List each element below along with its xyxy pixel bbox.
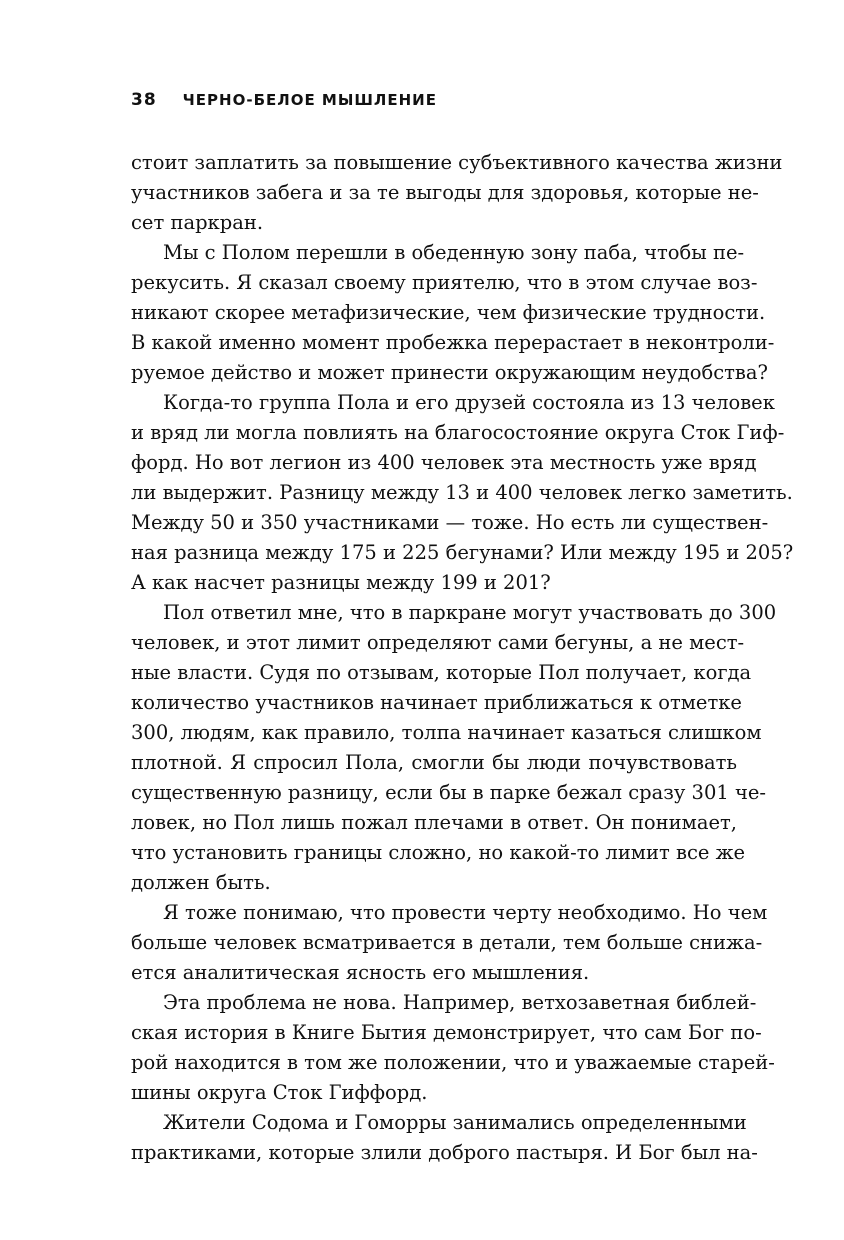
text-line: количество участников начинает приближаться к отметке [131, 691, 742, 714]
text-line: существенную разницу, если бы в парке бежал сразу 301 че- [131, 781, 766, 804]
text-line: Я тоже понимаю, что провести черту необходимо. Но чем [163, 901, 768, 924]
text-line: должен быть. [131, 871, 271, 894]
running-head [131, 88, 731, 112]
text-line: шины округа Сток Гиффорд. [131, 1081, 428, 1104]
text-line: никают скорее метафизические, чем физические трудности. [131, 301, 766, 324]
text-line: Между 50 и 350 участниками — тоже. Но есть ли существен- [131, 511, 769, 534]
page-number: 38 [131, 90, 157, 110]
text-line: рой находится в том же положении, что и уважаемые старей- [131, 1051, 775, 1074]
text-line: и вряд ли могла повлиять на благосостояние округа Сток Гиф- [131, 421, 785, 444]
text-line: стоит заплатить за повышение субъективного качества жизни [131, 151, 783, 174]
text-line: ные власти. Судя по отзывам, которые Пол получает, когда [131, 661, 752, 684]
text-line: Мы с Полом перешли в обеденную зону паба, чтобы пе- [163, 241, 745, 264]
text-line: руемое действо и может принести окружающим неудобства? [131, 361, 768, 384]
text-line: форд. Но вот легион из 400 человек эта местность уже вряд [131, 451, 757, 474]
text-line: человек, и этот лимит определяют сами бегуны, а не мест- [131, 631, 745, 654]
text-line: ловек, но Пол лишь пожал плечами в ответ. Он понимает, [131, 811, 737, 834]
text-line: Когда-то группа Пола и его друзей состояла из 13 человек [163, 391, 775, 414]
text-line: практиками, которые злили доброго пастыря. И Бог был на- [131, 1141, 758, 1164]
book-title: ЧЕРНО-БЕЛОЕ МЫШЛЕНИЕ [182, 91, 437, 109]
text-line: ется аналитическая ясность его мышления. [131, 961, 590, 984]
text-line: рекусить. Я сказал своему приятелю, что в этом случае воз- [131, 271, 758, 294]
text-line: В какой именно момент пробежка перерастает в неконтроли- [131, 331, 775, 354]
text-line: А как насчет разницы между 199 и 201? [131, 571, 551, 594]
text-line: участников забега и за те выгоды для здоровья, которые не- [131, 181, 759, 204]
text-line: что установить границы сложно, но какой-то лимит все же [131, 841, 746, 864]
text-line: ная разница между 175 и 225 бегунами? Или между 195 и 205? [131, 541, 794, 564]
text-line: ли выдержит. Разницу между 13 и 400 человек легко заметить. [131, 481, 793, 504]
text-line: ская история в Книге Бытия демонстрирует, что сам Бог по- [131, 1021, 762, 1044]
text-line: Эта проблема не нова. Например, ветхозаветная библей- [163, 991, 757, 1014]
text-line: Пол ответил мне, что в паркране могут участвовать до 300 [163, 601, 777, 624]
text-line: Жители Содома и Гоморры занимались определенными [163, 1111, 747, 1134]
text-line: плотной. Я спросил Пола, смогли бы люди почувствовать [131, 751, 737, 774]
text-line: 300, людям, как правило, толпа начинает казаться слишком [131, 721, 762, 744]
text-line: сет паркран. [131, 211, 264, 234]
text-line: больше человек всматривается в детали, тем больше снижа- [131, 931, 763, 954]
body-text [131, 148, 794, 1168]
